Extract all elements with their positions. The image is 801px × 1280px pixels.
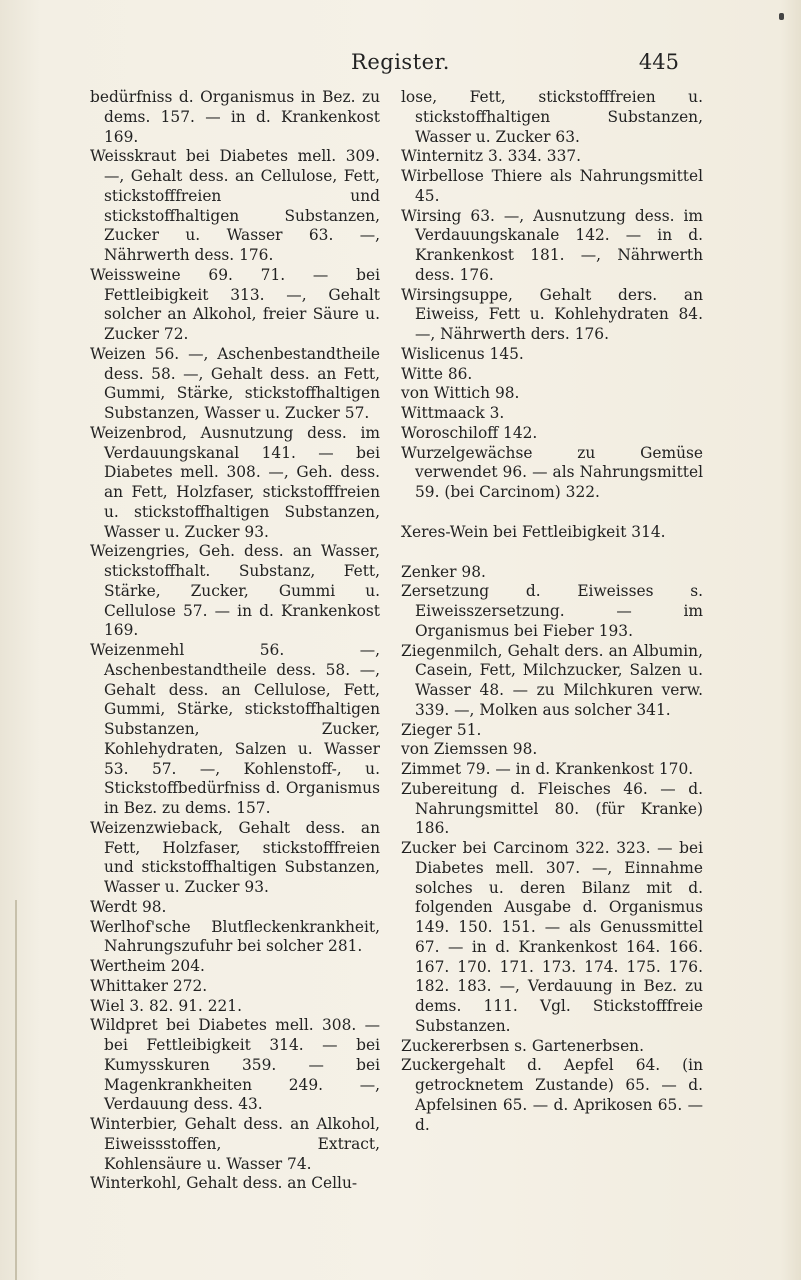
index-entry: Zuckererbsen s. Gartenerbsen. (401, 1036, 644, 1055)
index-entry: Wiel 3. 82. 91. 221. (90, 996, 242, 1015)
page-edge-shadow (15, 900, 17, 1280)
index-entry: Weisskraut bei Diabetes mell. 309. —, Gehalt dess. an Cellulose, Fett, stickstofffreien und stickstoffhaltigen Substanzen, Zucker u. Wasser 63. —, Nährwerth dess. 176. (90, 147, 380, 264)
index-entry: Weizenzwieback, Gehalt dess. an Fett, Holzfaser, stickstofffreien und stickstoffhaltigen Substanzen, Wasser u. Zucker 93. (90, 818, 380, 896)
index-entry: Wittmaack 3. (401, 404, 505, 422)
index-entry: Wertheim 204. (90, 957, 205, 975)
index-entry: von Wittich 98. (401, 384, 520, 403)
index-entry: Zimmet 79. — in d. Krankenkost 170. (401, 760, 694, 778)
index-entry: lose, Fett, stickstofffreien u. stickstoffhaltigen Substanzen, Wasser u. Zucker 63. (401, 88, 703, 146)
index-entry: Winternitz 3. 334. 337. (401, 147, 582, 166)
index-entry: Werlhof'sche Blutfleckenkrankheit, Nahrungszufuhr bei solcher 281. (90, 917, 380, 956)
index-entry: Winterbier, Gehalt dess. an Alkohol, Eiweissstoffen, Extract, Kohlensäure u. Wasser 74. (90, 1115, 380, 1173)
index-entry: Zieger 51. (401, 720, 482, 739)
index-entry: Wildpret bei Diabetes mell. 308. — bei Fettleibigkeit 314. — bei Kumysskuren 359. — bei Magenkrankheiten 249. —, Verdauung dess. 43. (90, 1016, 380, 1114)
index-entry: Weizenbrod, Ausnutzung dess. im Verdauungskanal 141. — bei Diabetes mell. 308. —, Geh. dess. an Fett, Holzfaser, stickstofffreien u. stickstoffhaltigen Substanzen, Wasser u. Zucker 93. (90, 423, 380, 541)
index-entry: Woroschiloff 142. (401, 423, 538, 442)
index-entry: Witte 86. (401, 364, 473, 383)
index-entry: bedürfniss d. Organismus in Bez. zu dems. 157. — in d. Krankenkost 169. (90, 88, 380, 146)
page-number: 445 (638, 50, 679, 74)
index-entry: Weizen 56. —, Aschenbestandtheile dess. 58. —, Gehalt dess. an Fett, Gummi, Stärke, stickstoffhaltigen Substanzen, Wasser u. Zucker 57. (90, 344, 380, 422)
index-entry: Zuckergehalt d. Aepfel 64. (in getrocknetem Zustande) 65. — d. Apfelsinen 65. — d. Aprikosen 65. — d. (401, 1056, 703, 1134)
page-header (0, 50, 801, 80)
index-entry: Xeres-Wein bei Fettleibigkeit 314. (401, 522, 666, 541)
index-entry: Wirsing 63. —, Ausnutzung dess. im Verdauungskanale 142. — in d. Krankenkost 181. —, Nährwerth dess. 176. (401, 206, 703, 284)
letter-section-gap (401, 503, 703, 523)
index-entry: Werdt 98. (90, 897, 167, 916)
index-entry: Whittaker 272. (90, 976, 208, 995)
right-column (401, 88, 703, 1135)
index-entry: von Ziemssen 98. (401, 740, 538, 759)
index-entry: Wislicenus 145. (401, 344, 524, 363)
index-entry: Weizengries, Geh. dess. an Wasser, stickstoffhalt. Substanz, Fett, Stärke, Zucker, Gummi u. Cellulose 57. — in d. Krankenkost 169. (90, 542, 380, 640)
index-entry: Weissweine 69. 71. — bei Fettleibigkeit 313. —, Gehalt solcher an Alkohol, freier Säure u. Zucker 72. (90, 265, 380, 343)
left-column (90, 88, 380, 1194)
header-title: Register. (351, 50, 450, 74)
index-entry: Zersetzung d. Eiweisses s. Eiweisszersetzung. — im Organismus bei Fieber 193. (401, 582, 703, 640)
ink-speck (779, 13, 784, 20)
index-entry: Winterkohl, Gehalt dess. an Cellu- (90, 1174, 358, 1193)
index-entry: Zenker 98. (401, 562, 486, 581)
index-entry: Ziegenmilch, Gehalt ders. an Albumin, Casein, Fett, Milchzucker, Salzen u. Wasser 48. — zu Milchkuren verw. 339. —, Molken aus solcher 341. (401, 641, 703, 719)
index-entry: Weizenmehl 56. —, Aschenbestandtheile dess. 58. —, Gehalt dess. an Cellulose, Fett, Gummi, Stärke, stickstoffhaltigen Substanzen, Zucker, Kohlehydraten, Salzen u. Wasser 53. 57. —, Kohlenstoff-, u. Stickstoffbedürfniss d. Organismus in Bez. zu dems. 157. (90, 641, 380, 817)
index-entry: Wurzelgewächse zu Gemüse verwendet 96. — als Nahrungsmittel 59. (bei Carcinom) 322. (401, 443, 703, 501)
index-entry: Wirbellose Thiere als Nahrungsmittel 45. (401, 167, 703, 205)
letter-section-gap (401, 543, 703, 563)
index-entry: Wirsingsuppe, Gehalt ders. an Eiweiss, Fett u. Kohlehydraten 84. —, Nährwerth ders. 176. (401, 285, 703, 343)
index-entry: Zubereitung d. Fleisches 46. — d. Nahrungsmittel 80. (für Kranke) 186. (401, 779, 703, 838)
index-entry: Zucker bei Carcinom 322. 323. — bei Diabetes mell. 307. —, Einnahme solches u. deren Bilanz mit d. folgenden Ausgabe d. Organismus 149. 150. 151. — als Genussmittel 67. — in d. Krankenkost 164. 166. 167. 170. 171. 173. 174. 175. 176. 182. 183. —, Verdauung in Bez. zu dems. 111. Vgl. Stickstofffreie Substanzen. (401, 839, 703, 1035)
